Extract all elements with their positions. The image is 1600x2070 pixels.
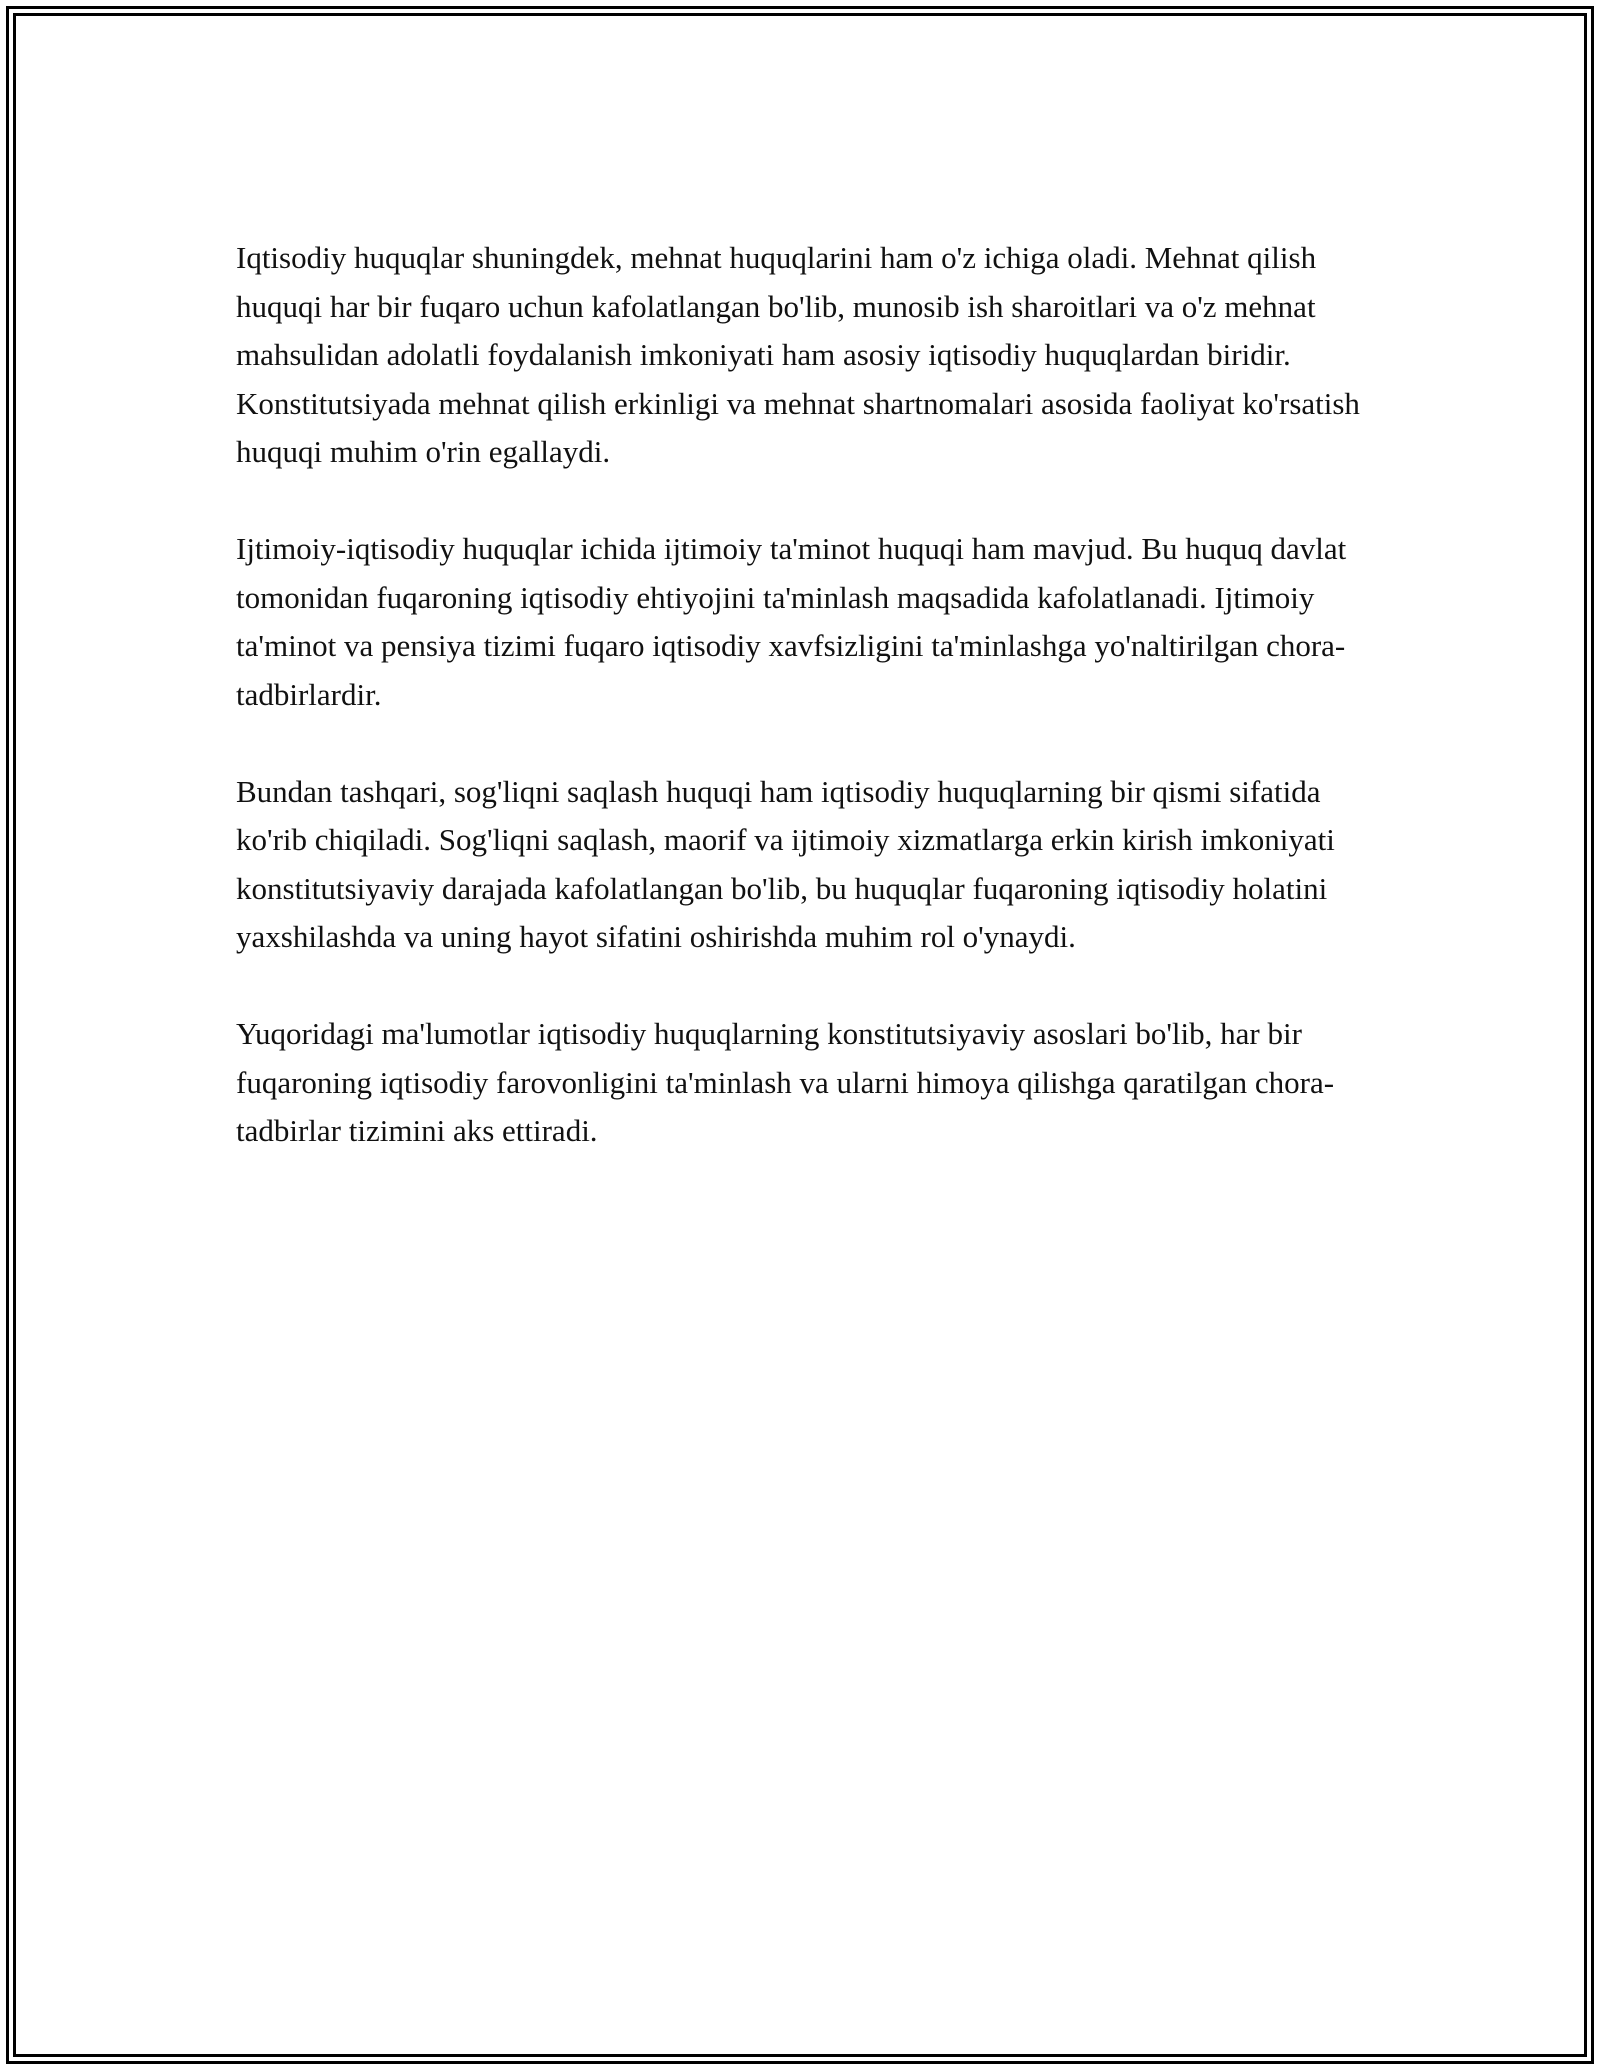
paragraph-social-security: Ijtimoiy-iqtisodiy huquqlar ichida ijtimoiy ta'minot huquqi ham mavjud. Bu huquq davlat tomonidan fuqaroning iqtisodiy ehtiyojini ta'minlash maqsadida kafolatlanadi. Ijtimoiy ta'minot va pensiya tizimi fuqaro iqtisodiy xavfsizligini ta'minlashga yo'naltirilgan chora-tadbirlardir. — [236, 531, 1347, 712]
document-body — [236, 234, 1386, 1204]
paragraph-health-rights: Bundan tashqari, sog'liqni saqlash huquqi ham iqtisodiy huquqlarning bir qismi sifatida ko'rib chiqiladi. Sog'liqni saqlash, maorif va ijtimoiy xizmatlarga erkin kirish imkoniyati konstitutsiyaviy darajada kafolatlangan bo'lib, bu huquqlar fuqaroning iqtisodiy holatini yaxshilashda va uning hayot sifatini oshirishda muhim rol o'ynaydi. — [236, 773, 1335, 954]
paragraph-conclusion: Yuqoridagi ma'lumotlar iqtisodiy huquqlarning konstitutsiyaviy asoslari bo'lib, har bir fuqaroning iqtisodiy farovonligini ta'minlash va ularni himoya qilishga qaratilgan chora-tadbirlar tizimini aks ettiradi. — [236, 1016, 1335, 1148]
paragraph-labor-rights: Iqtisodiy huquqlar shuningdek, mehnat huquqlarini ham o'z ichiga oladi. Mehnat qilish huquqi har bir fuqaro uchun kafolatlangan bo'lib, munosib ish sharoitlari va o'z mehnat mahsulidan adolatli foydalanish imkoniyati ham asosiy iqtisodiy huquqlardan biridir. Konstitutsiyada mehnat qilish erkinligi va mehnat shartnomalari asosida faoliyat ko'rsatish huquqi muhim o'rin egallaydi. — [236, 240, 1360, 469]
